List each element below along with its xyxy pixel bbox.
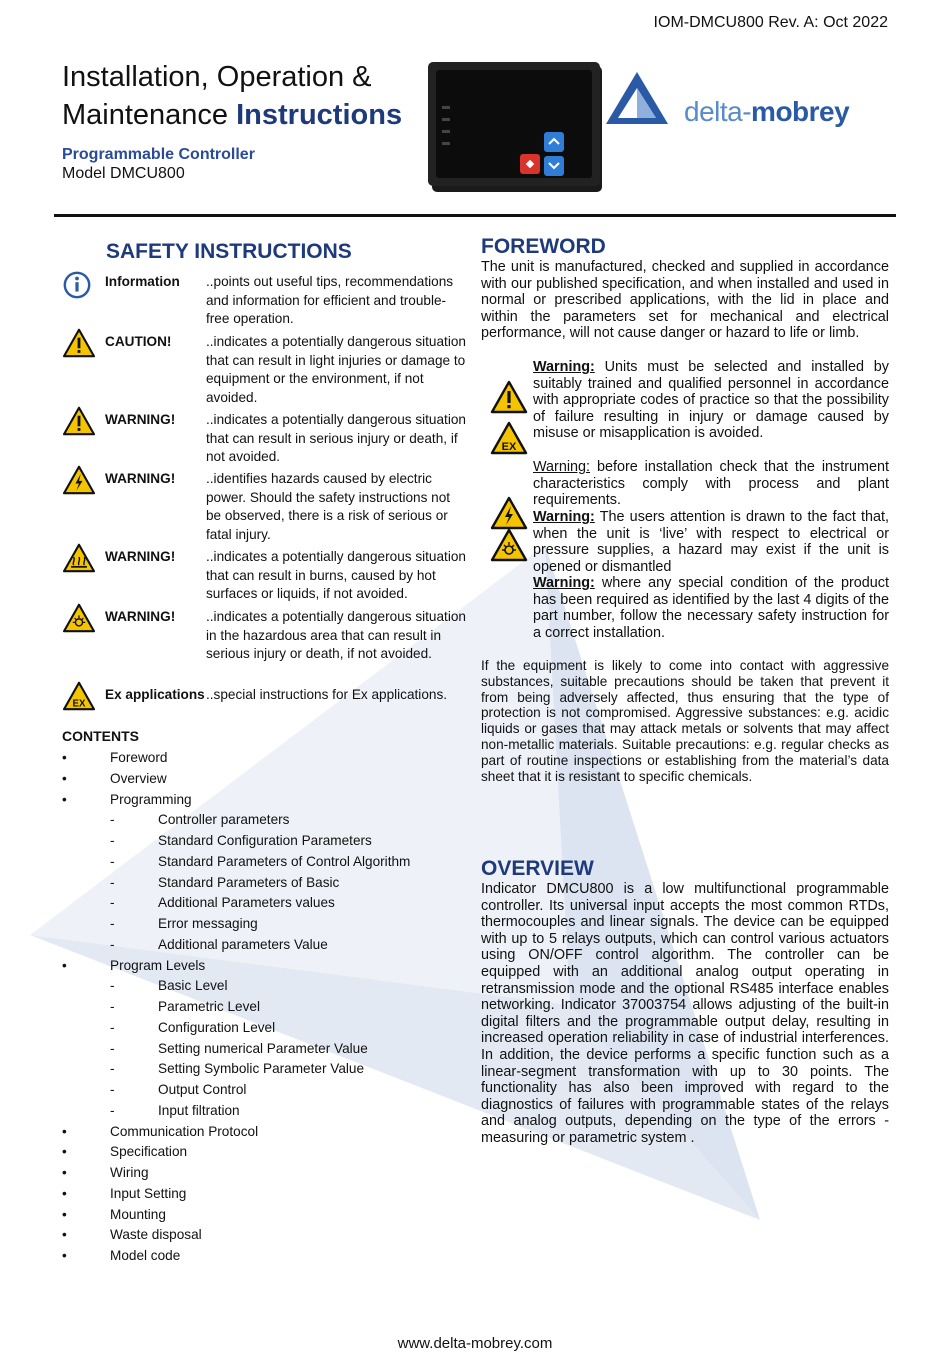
foreword-intro: The unit is manufactured, checked and supplied in accordance with our published specification, and when installed and used in normal or prescribed applications, with the lid in place and within the parameters set for mechanical and electrical performance, will not cause danger or hazard to life or limb.: [481, 259, 889, 342]
contents-item-label: Standard Configuration Parameters: [158, 833, 372, 848]
safety-item-label: CAUTION!: [105, 334, 172, 349]
bullet-marker: •: [62, 792, 67, 807]
bullet-marker: •: [62, 1227, 67, 1242]
ex-icon: [490, 421, 528, 455]
warning-icon: [490, 380, 528, 414]
bullet-marker: •: [62, 1248, 67, 1263]
foreword-heading: FOREWORD: [481, 235, 606, 258]
controller-device-image: [428, 62, 604, 194]
page-title: [62, 58, 402, 134]
product-subtitle: Programmable Controller: [62, 146, 255, 163]
svg-text:EX: EX: [72, 698, 86, 710]
bullet-marker: •: [62, 1144, 67, 1159]
contents-item-label: Error messaging: [158, 916, 258, 931]
contents-item-label: Specification: [110, 1144, 188, 1159]
contents-item-label: Basic Level: [158, 978, 228, 993]
contents-item-label: Controller parameters: [158, 812, 290, 827]
safety-item-text: ..indicates a potentially dangerous situation that can result in burns, caused by hot surfaces or liquids, if not avoided.: [206, 549, 466, 602]
explosive-atmosphere-icon: [62, 603, 94, 635]
dash-marker: -: [110, 916, 115, 931]
contents-item-label: Waste disposal: [110, 1227, 202, 1242]
contents-item-label: Program Levels: [110, 958, 206, 973]
safety-item-label: Ex applications: [105, 687, 205, 702]
safety-item-text: ..indicates a potentially dangerous situation in the hazardous area that can result in serious injury or death, if not avoided.: [206, 609, 466, 662]
info-icon: [62, 270, 94, 302]
safety-item-text: ..indicates a potentially dangerous situation that can result in light injuries or damage to equipment or the environment, if not avoided.: [206, 334, 466, 405]
overview-heading: OVERVIEW: [481, 857, 594, 880]
bullet-marker: •: [62, 771, 67, 786]
bullet-marker: •: [62, 1207, 67, 1222]
safety-item-text: ..identifies hazards caused by electric power. Should the safety instructions not be observed, there is a risk of serious or fatal injury.: [206, 471, 451, 542]
contents-item-label: Standard Parameters of Control Algorithm: [158, 854, 411, 869]
contents-item-label: Input Setting: [110, 1186, 187, 1201]
dash-marker: -: [110, 875, 115, 890]
contents-item-label: Parametric Level: [158, 999, 260, 1014]
caution-icon: [62, 328, 94, 360]
contents-item-label: Overview: [110, 771, 167, 786]
contents-item-label: Programming: [110, 792, 192, 807]
safety-item-text: ..indicates a potentially dangerous situation that can result in serious injury or death, if not avoided.: [206, 412, 466, 465]
overview-paragraph: Indicator DMCU800 is a low multifunctional programmable controller. Its universal input accepts the most common RTDs, thermocouples and linear signals. The device can be equipped with up to 5 relays outputs, which can control various actuators using ON/OFF control algorithm. The controller can be equipped with an additional analog output operating in retransmission mode and the optional RS485 interface enables networking. Indicator 37003754 allows adjusting of the built-in digital filters and the programmable output delay, resulting in increased operation reliability in case of industrial interferences. In addition, the device performs a specific function such as a linear-segment transformation with up to 30 points. The functionality has also been improved with regard to the diagnostics of failures with programmable states of the relays and analog outputs, depending on the type of the errors - measuring or parametric system .: [481, 881, 889, 1146]
electric-hazard-icon: [62, 465, 94, 497]
dash-marker: -: [110, 1041, 115, 1056]
dash-marker: -: [110, 854, 115, 869]
contents-item-label: Foreword: [110, 750, 168, 765]
aggressive-substances-paragraph: If the equipment is likely to come into contact with aggressive substances, suitable precautions should be taken that prevent it from being adversely affected, thus ensuring that the type of protection is not compromised. Aggressive substances: e.g. acidic liquids or gases that may attack metals or solvents that may affect non-metallic materials. Suitable precautions: e.g. regular checks as part of routine inspections or establishing from the material’s data sheet that it is resistant to specific chemicals.: [481, 658, 889, 784]
dash-marker: -: [110, 833, 115, 848]
contents-item-label: Mounting: [110, 1207, 166, 1222]
safety-item-label: WARNING!: [105, 412, 176, 427]
footer-url: www.delta-mobrey.com: [397, 1335, 553, 1352]
safety-item-label: WARNING!: [105, 549, 176, 564]
safety-item-label: WARNING!: [105, 471, 176, 486]
bullet-marker: •: [62, 1124, 67, 1139]
contents-item-label: Setting Symbolic Parameter Value: [158, 1061, 365, 1076]
dash-marker: -: [110, 1020, 115, 1035]
contents-item-label: Configuration Level: [158, 1020, 276, 1035]
safety-item-text: ..points out useful tips, recommendations and information for efficient and trouble-free operation.: [206, 274, 454, 327]
contents-item-label: Setting numerical Parameter Value: [158, 1041, 368, 1056]
bullet-marker: •: [62, 750, 67, 765]
contents-item-label: Output Control: [158, 1082, 247, 1097]
dash-marker: -: [110, 1082, 115, 1097]
contents-heading: CONTENTS: [62, 728, 139, 744]
dash-marker: -: [110, 978, 115, 993]
contents-item-label: Model code: [110, 1248, 181, 1263]
dash-marker: -: [110, 812, 115, 827]
company-logo-text: delta-mobrey: [684, 96, 850, 127]
safety-heading: SAFETY INSTRUCTIONS: [106, 240, 352, 263]
contents-item-label: Input filtration: [158, 1103, 240, 1118]
bullet-marker: •: [62, 1165, 67, 1180]
dash-marker: -: [110, 1103, 115, 1118]
explosive-atmosphere-icon: [490, 528, 528, 562]
dash-marker: -: [110, 937, 115, 952]
contents-item-label: Standard Parameters of Basic: [158, 875, 340, 890]
contents-item-label: Additional Parameters values: [158, 895, 335, 910]
warning-icon: [62, 406, 94, 438]
delta-logo-icon: [604, 70, 670, 126]
dash-marker: -: [110, 999, 115, 1014]
dash-marker: -: [110, 1061, 115, 1076]
warning-paragraph-3: Warning: The users attention is drawn to the fact that, when the unit is ‘live’ with respect to electrical or pressure supplies, a hazard may exist if the unit is opened or dismantled: [533, 509, 889, 575]
hot-surface-icon: [62, 543, 94, 575]
svg-text:EX: EX: [501, 441, 517, 453]
bullet-marker: •: [62, 1186, 67, 1201]
bullet-marker: •: [62, 958, 67, 973]
warning-paragraph-2: Warning: before installation check that the instrument characteristics comply with process and plant requirements.: [533, 459, 889, 509]
warning-paragraph-1: Warning: Units must be selected and installed by suitably trained and qualified personnel in accordance with appropriate codes of practice so that the possibility of failure resulting in injury or damage caused by misuse or misapplication is avoided.: [533, 359, 889, 442]
safety-item-label: WARNING!: [105, 609, 176, 624]
safety-item-text: ..special instructions for Ex applications.: [206, 687, 448, 702]
header-divider: [54, 214, 896, 217]
dash-marker: -: [110, 895, 115, 910]
ex-icon: [62, 681, 94, 713]
electric-hazard-icon: [490, 496, 528, 530]
document-id: IOM-DMCU800 Rev. A: Oct 2022: [653, 14, 888, 31]
contents-item-label: Additional parameters Value: [158, 937, 328, 952]
title-line-2: Maintenance Instructions: [62, 99, 403, 131]
warning-paragraph-4: Warning: where any special condition of the product has been required as identified by the last 4 digits of the part number, follow the necessary safety instruction for a correct installation.: [533, 575, 889, 641]
product-model: Model DMCU800: [62, 165, 185, 182]
safety-item-label: Information: [105, 274, 180, 289]
contents-item-label: Wiring: [110, 1165, 149, 1180]
contents-item-label: Communication Protocol: [110, 1124, 259, 1139]
title-line-1: Installation, Operation &: [62, 61, 372, 93]
